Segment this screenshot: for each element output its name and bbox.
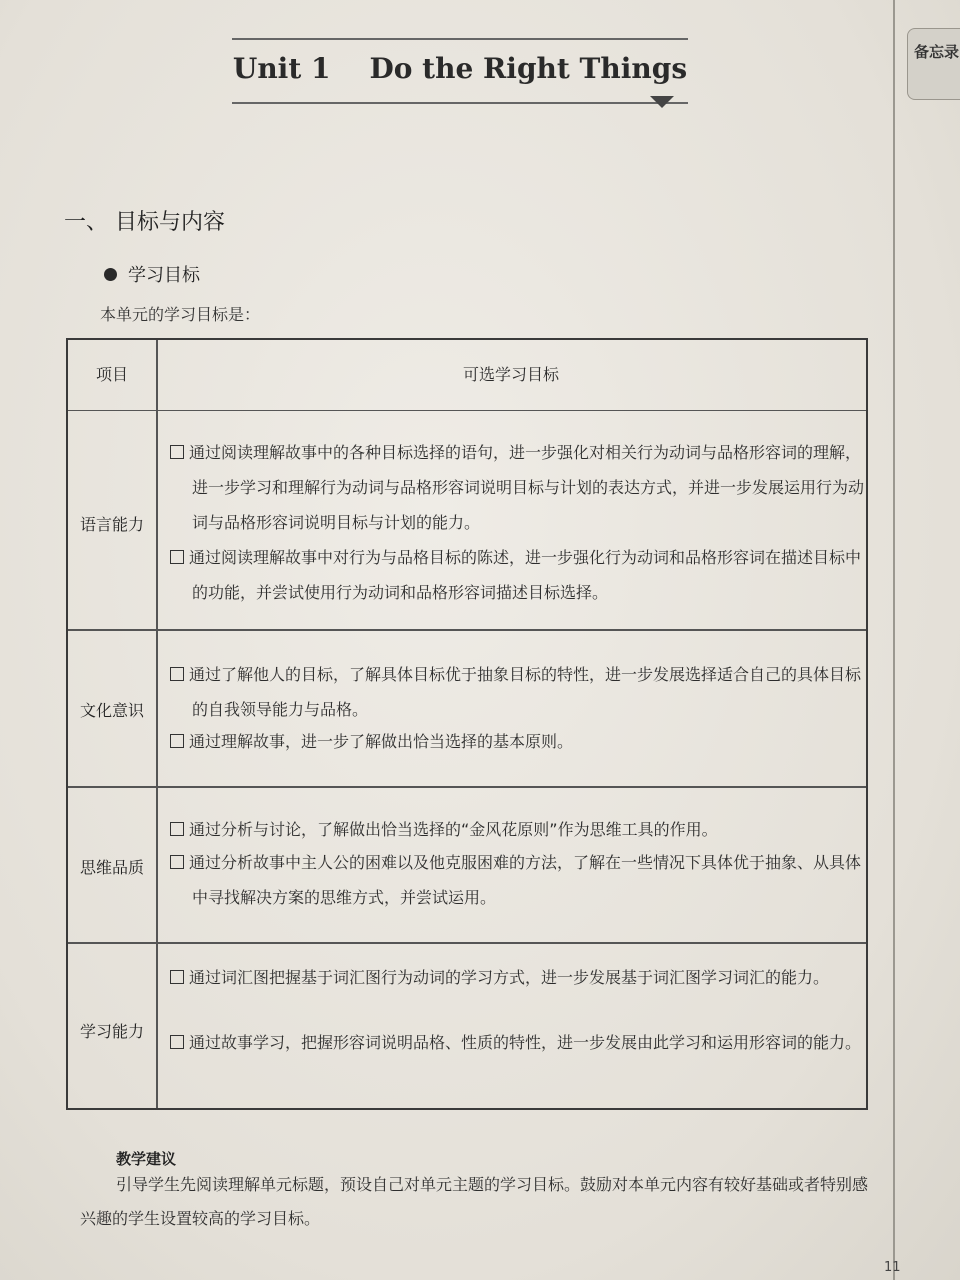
checkbox-icon[interactable]	[170, 855, 184, 869]
row-divider	[68, 786, 866, 788]
column-header-goals: 可选学习目标	[462, 365, 559, 384]
checkbox-icon[interactable]	[170, 734, 184, 748]
subsection-heading: 学习目标	[128, 265, 200, 286]
intro-text: 本单元的学习目标是：	[100, 305, 261, 324]
goal-item	[170, 724, 866, 759]
category-thinking: 思维品质	[79, 858, 144, 877]
goal-text: 通过故事学习，把握形容词说明品格、性质的特性，进一步发展由此学习和运用形容词的能力。	[189, 1033, 862, 1052]
column-divider	[156, 340, 158, 1108]
category-language: 语言能力	[79, 515, 144, 534]
row-divider	[68, 942, 866, 944]
goal-text: 通过阅读理解故事中对行为与品格目标的陈述，进一步强化行为动词和品格形容词在描述目标中的功能，并尝试使用行为动词和品格形容词描述目标选择。	[189, 548, 862, 602]
goal-text: 通过理解故事，进一步了解做出恰当选择的基本原则。	[189, 732, 574, 751]
goal-text: 通过分析与讨论，了解做出恰当选择的“金风花原则”作为思维工具的作用。	[189, 820, 718, 839]
row-divider	[68, 629, 866, 631]
checkbox-icon[interactable]	[170, 970, 184, 984]
page-number: 11	[884, 1260, 901, 1275]
goal-item	[170, 1025, 866, 1060]
goal-text: 通过了解他人的目标，了解具体目标优于抽象目标的特性，进一步发展选择适合自己的具体目标的自我领导能力与品格。	[189, 665, 862, 719]
checkbox-icon[interactable]	[170, 550, 184, 564]
goal-text: 通过词汇图把握基于词汇图行为动词的学习方式，进一步发展基于词汇图学习词汇的能力。	[189, 968, 830, 987]
goal-text: 通过分析故事中主人公的困难以及他克服困难的方法，了解在一些情况下具体优于抽象、从具体中寻找解决方案的思维方式，并尝试运用。	[189, 853, 862, 907]
checkbox-icon[interactable]	[170, 445, 184, 459]
table-header-row	[68, 340, 866, 411]
goal-item	[170, 812, 866, 847]
memo-tab-label: 备忘录	[914, 43, 960, 61]
teaching-suggestion-text: 引导学生先阅读理解单元标题，预设自己对单元主题的学习目标。鼓励对本单元内容有较好基础或者特别感兴趣的学生设置较高的学习目标。	[80, 1175, 869, 1228]
category-culture: 文化意识	[79, 701, 144, 720]
section-heading: 一、 目标与内容	[64, 210, 225, 235]
goal-item	[170, 435, 866, 540]
goal-item	[170, 657, 866, 727]
triangle-marker-icon	[650, 96, 674, 108]
bullet-dot-icon	[104, 268, 117, 281]
margin-rule	[893, 0, 895, 1280]
memo-tab	[907, 28, 960, 100]
checkbox-icon[interactable]	[170, 667, 184, 681]
goal-item	[170, 960, 866, 995]
teaching-suggestion-title: 教学建议	[116, 1150, 177, 1168]
unit-title: Unit 1 Do the Right Things	[232, 52, 688, 85]
goal-item	[170, 845, 866, 915]
learning-goals-table	[66, 338, 868, 1110]
checkbox-icon[interactable]	[170, 1035, 184, 1049]
goal-item	[170, 540, 866, 610]
column-header-item: 项目	[95, 365, 128, 384]
title-bottom-rule	[232, 102, 688, 104]
title-top-rule	[232, 38, 688, 40]
category-learning: 学习能力	[79, 1022, 144, 1041]
goal-text: 通过阅读理解故事中的各种目标选择的语句，进一步强化对相关行为动词与品格形容词的理解，进一步学习和理解行为动词与品格形容词说明目标与计划的表达方式，并进一步发展运用行为动词与品格形容词说明目标与计划的能力。	[189, 443, 865, 532]
checkbox-icon[interactable]	[170, 822, 184, 836]
